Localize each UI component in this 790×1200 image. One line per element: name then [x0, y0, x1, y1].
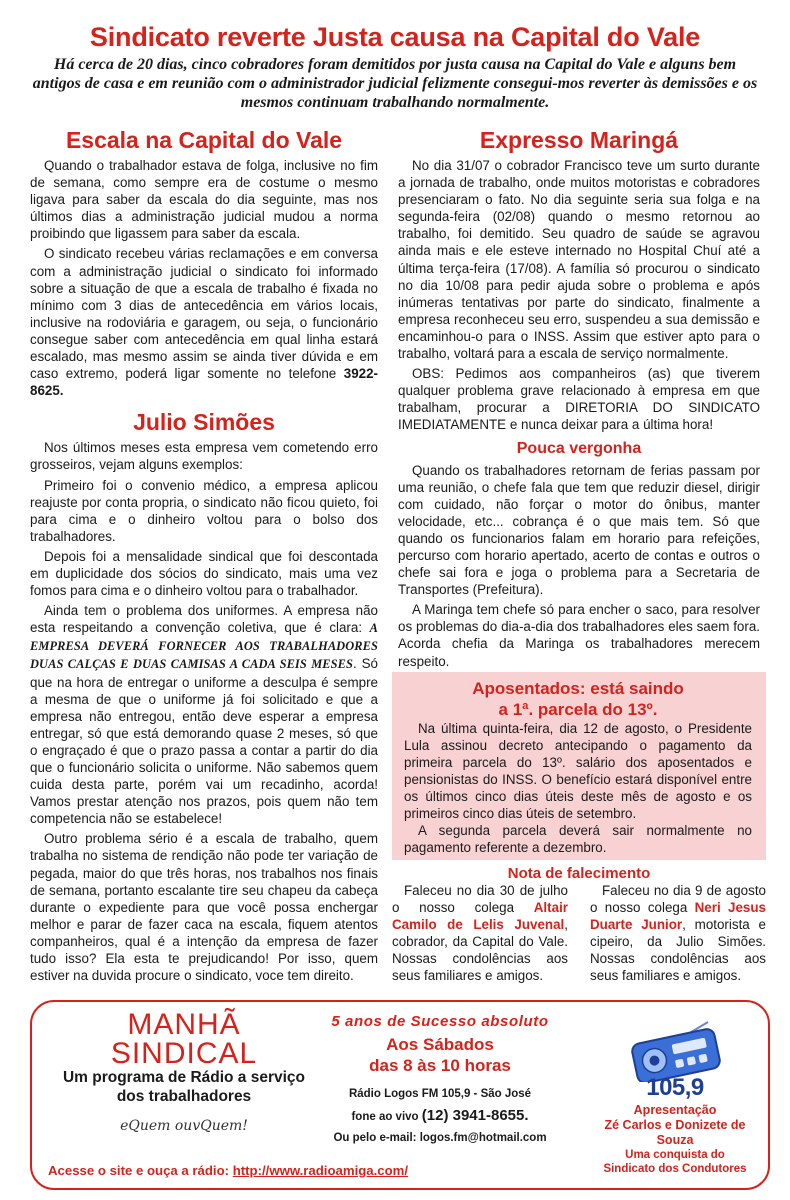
intro-paragraph: Há cerca de 20 dias, cinco cobradores foram demitidos por justa causa na Capital do Vale e alguns bem antigos de casa e em reunião com o administrador judicial felizmente consegui-mos reverter às demissões e os mesmos continuam trabalhando normalmente. [32, 56, 758, 111]
julio-paragraph-4 [30, 602, 378, 827]
aposentados-paragraph-2: A segunda parcela deverá sair normalmente no pagamento referente a dezembro. [404, 823, 752, 855]
right-column [398, 125, 760, 673]
nota-right-b: , motorista e cipeiro, da Julio Simões. Nossas condolências aos seus familiares e amigos. [590, 917, 766, 983]
nota-left-a: Faleceu no dia 30 de julho o nosso colega [392, 883, 568, 915]
site-label: Acesse o site e ouça a rádio: [48, 1163, 233, 1178]
schedule [290, 1034, 590, 1076]
program-signature: eQuem ouvQuem! [120, 1118, 248, 1134]
left-column [30, 125, 378, 987]
logo-line-2: SINDICAL [110, 1037, 258, 1070]
nota-right-text [590, 882, 766, 984]
email-line: Ou pelo e-mail: logos.fm@hotmail.com [333, 1132, 547, 1144]
station: Rádio Logos FM 105,9 - São José [348, 1088, 532, 1100]
aposentados-box [392, 672, 766, 860]
manha-sindical-logo [84, 1010, 284, 1068]
nota-left-name: Altair Camilo de Lelis Juvenal [392, 900, 568, 932]
uniform-clause: A EMPRESA DEVERÁ FORNECER AOS TRABALHADORES DUAS CALÇAS E DUAS CAMISAS A CADA SEIS MESES [30, 621, 378, 672]
maringa-paragraph-2: OBS: Pedimos aos companheiros (as) que tiverem qualquer problema grave relacionado à empresa em que trabalham, procurar a DIRETORIA DO SINDICATO IMEDIATAMENTE e nunca deixar para a última hora! [398, 366, 760, 433]
aposentados-title-2: a 1ª. parcela do 13º. [498, 700, 658, 719]
escala-paragraph-2-text: O sindicato recebeu várias reclamações e em conversa com a administração judicial o sindicato foi informado sobre a situação de que a escala de trabalho é fixada no mínimo com 3 dias de antecedência em vários locais, inclusive na rodoviária e garagem, ou seja, o funcionário consegue saber com antecedência em qual linha estará escalado, mas mesmo assim se ainda tiver dúvida e em caso extremo, poderá ligar somente no telefone [30, 246, 378, 382]
slogan: 5 anos de Sucesso absoluto [331, 1013, 549, 1030]
nota-right-a: Faleceu no dia 9 de agosto o nosso colega [590, 883, 766, 915]
phone-line [290, 1107, 590, 1124]
escala-phone: 3922-8625. [30, 366, 378, 399]
presenters-names: Zé Carlos e Donizete de Souza [604, 1118, 746, 1147]
site-line [48, 1163, 608, 1178]
nota-left-text [392, 882, 568, 984]
nota-left-b: , cobrador, da Capital do Vale. Nossas condolências aos seus familiares e amigos. [392, 917, 568, 983]
phone-label: fone ao vivo [351, 1111, 422, 1123]
julio-paragraph-2: Primeiro foi o convenio médico, a empresa aplicou reajuste por conta propria, o sindicato não ficou quieto, foi para cima e o dinheiro voltou para o bolso dos trabalhadores. [30, 477, 378, 544]
nota-right [590, 882, 766, 984]
vergonha-paragraph-1: Quando os trabalhadores retornam de ferias passam por uma reunião, o chefe fala que tem que reduzir diesel, dirigir com cuidado, não forçar o motor do ônibus, manter velocidade, etc... cobrança é o que mais tem. Só que quando os funcionarios falam em horario para refeições, percurso com horario apertado, acerto de contas e outros o chefe sai fora e joga o problema para a Secretaria de Transportes (Prefeitura). [398, 462, 760, 598]
headline: Sindicato reverte Justa causa na Capital do Vale [89, 22, 701, 52]
presenters-label: Apresentação [633, 1103, 717, 1117]
escala-paragraph-2 [30, 245, 378, 399]
logo-line-1: MANHÃ [127, 1008, 241, 1041]
phone-number: (12) 3941-8655. [421, 1107, 529, 1124]
schedule-line-2: das 8 às 10 horas [369, 1056, 511, 1075]
julio-paragraph-5: Outro problema sério é a escala de trabalho, quem trabalha no sistema de rendição não pode ter variação de pegada, maior do que três horas, nos trabalhos nos finais de semana, portanto escalante tire seu chapeu da cabeça durante o expediente para que você possa enchergar melhor e parar de fazer caca na escala, fiquem atentos companheiros, qual é a intenção da empresa de fazer tudo isso? Ela esta te prejudicando! Por isso, quem estiver na duvida procure o sindicato, voce tem direito. [30, 831, 378, 984]
vergonha-paragraph-2: A Maringa tem chefe só para encher o saco, para resolver os problemas do dia-a-dia dos trabalhadores eles saem fora. Acorda chefia da Maringa os trabalhadores merecem respeito. [398, 602, 760, 669]
julio-title: Julio Simões [133, 409, 275, 436]
julio-paragraph-3: Depois foi a mensalidade sindical que foi descontada em duplicidade dos sócios do sindicato, mais uma vez fomos para cima e o dinheiro voltou para o trabalhador. [30, 548, 378, 599]
conquest: Uma conquista do Sindicato dos Condutores [603, 1149, 747, 1175]
nota-right-name: Neri Jesus Duarte Junior [590, 900, 766, 932]
site-link[interactable]: http://www.radioamiga.com/ [232, 1163, 409, 1178]
maringa-paragraph-1: No dia 31/07 o cobrador Francisco teve um surto durante a jornada de trabalho, onde muitos motoristas e cobradores presenciaram o fato. No dia seguinte seria sua folga e na segunda-feira (02/08) quando o mesmo retornou ao trabalho, foi demitido. Seu quadro de saúde se agravou ainda mais e ele esteve internado no Hospital Chuí até a última terça-feira (17/08). A família só procurou o sindicato no dia 10/08 para pedir ajuda sobre o problema e após inúmeras tentativas por parte do sindicato, finalmente a empresa reconheceu seu erro, suspendeu a sua demissão e encaminhou-o para o INSS. Assim que estiver apto para o trabalho, voltará para a escala de serviço normalmente. [398, 158, 760, 362]
schedule-line-1: Aos Sábados [386, 1035, 494, 1054]
julio-paragraph-4a: Ainda tem o problema dos uniformes. A empresa não esta respeitando a convenção coletiva, que é clara: [30, 603, 378, 636]
julio-paragraph-4b: . Só que na hora de entregar o uniforme a desculpa é sempre a mesma de que o uniforme já foi solicitado e que a empresa não entregou, então deve esperar a empresa entregar, só que está demorando quase 2 meses, só que o engraçado é que o prazo passa a contar a partir do dia que o funcionário solicita o uniforme. Não sabemos quem cuida desta parte, porém vai um recadinho, acorda! Vamos prestar atenção nos prazos, pois quem não tem competencia não se estabelece! [30, 656, 378, 827]
nota-title: Nota de falecimento [507, 865, 651, 882]
escala-title: Escala na Capital do Vale [65, 127, 343, 153]
aposentados-paragraph-1: Na última quinta-feira, dia 12 de agosto, o Presidente Lula assinou decreto antecipando o pagamento da primeira parcela do 13º. salário dos aposentados e pensionistas do INSS. O benefício estará disponível entre os últimos cinco dias úteis deste mês de agosto e os primeiros cinco dias úteis de setembro. [404, 721, 752, 821]
presenters [600, 1103, 750, 1148]
program-subtitle: Um programa de Rádio a serviço dos trabalhadores [62, 1069, 306, 1105]
escala-paragraph-1: Quando o trabalhador estava de folga, inclusive no fim de semana, como sempre era de costume o mesmo ligava para saber da escala do dia seguinte, mas nos últimos dias a administração judicial mudou a norma proibindo que ligassem para saber da escala. [30, 158, 378, 242]
aposentados-title-1: Aposentados: está saindo [472, 679, 684, 698]
nota-left [392, 882, 568, 984]
radio-icon [624, 1020, 728, 1082]
frequency: 105,9 [646, 1074, 704, 1101]
vergonha-title: Pouca vergonha [516, 439, 642, 457]
maringa-title: Expresso Maringá [479, 127, 679, 153]
julio-paragraph-1: Nos últimos meses esta empresa vem cometendo erro grosseiros, vejam alguns exemplos: [30, 440, 378, 473]
